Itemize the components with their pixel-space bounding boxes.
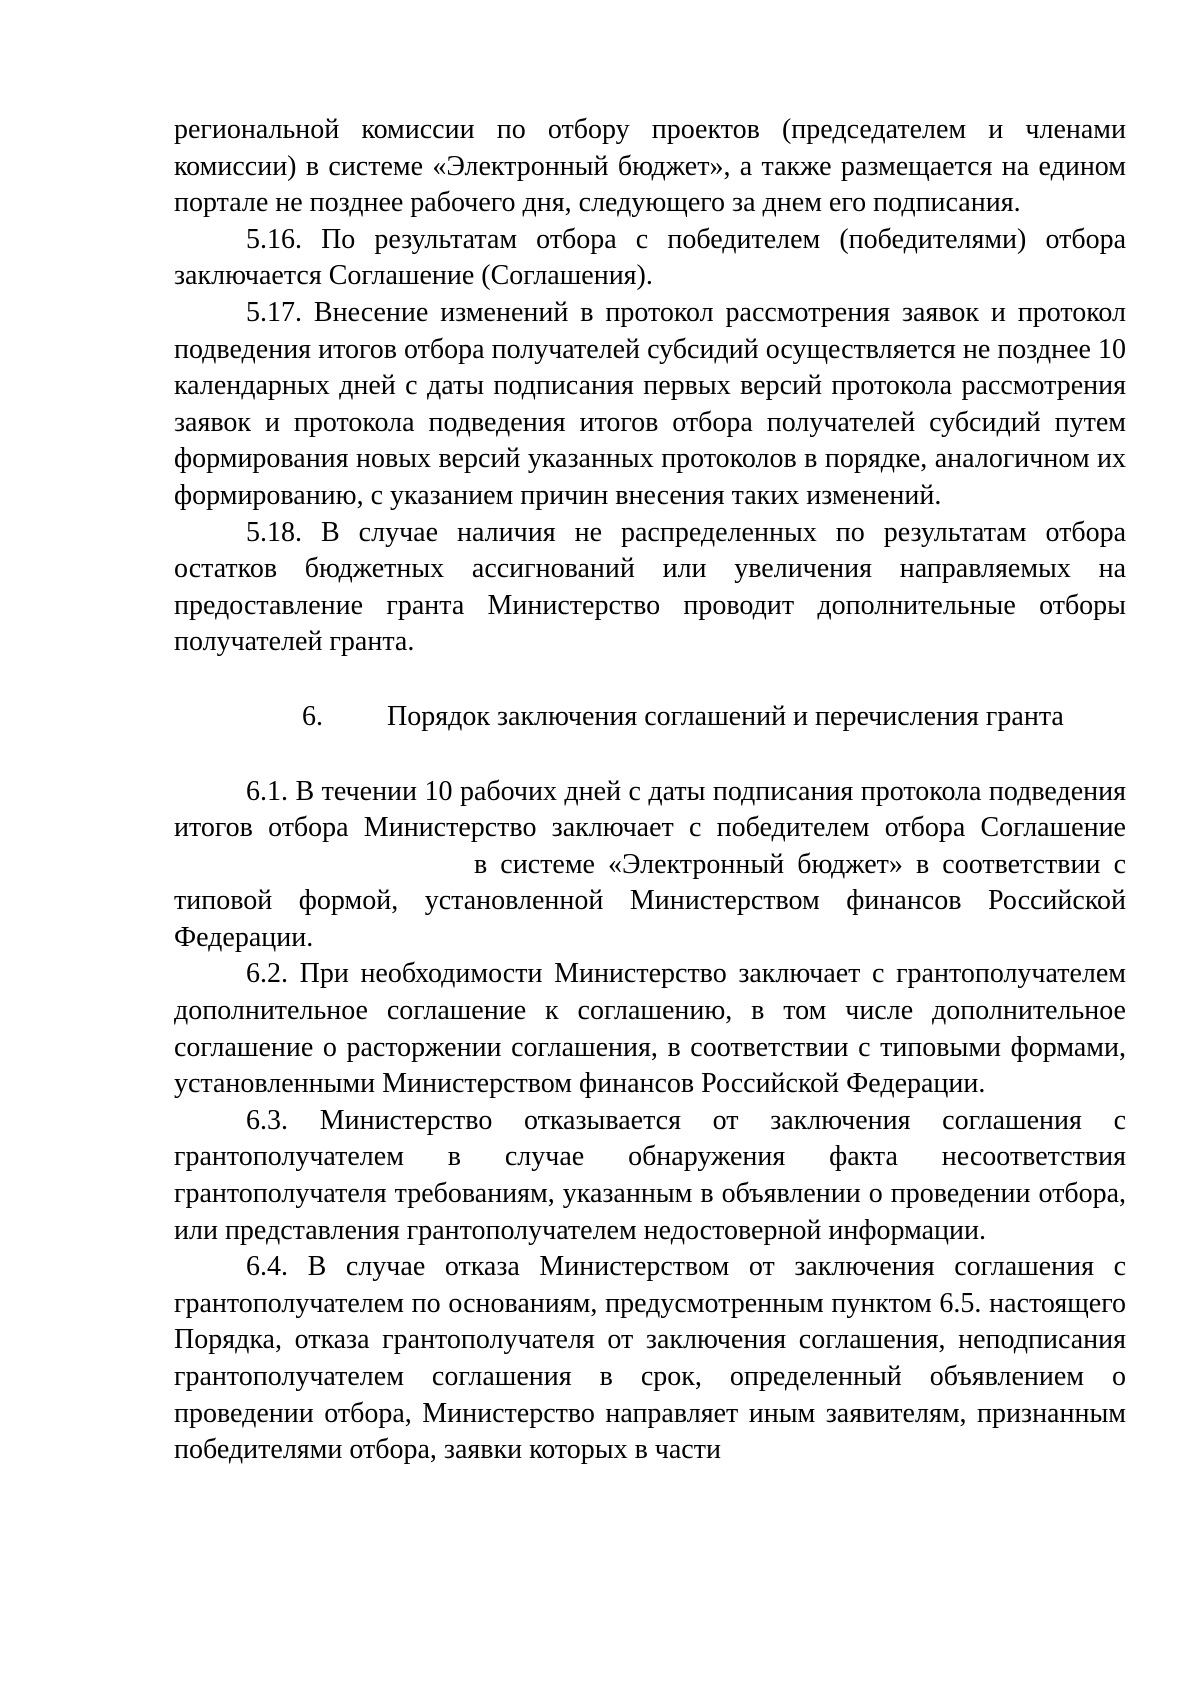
paragraph-6-1	[174, 774, 1126, 957]
paragraph-6-1-part2: в системе «Электронный бюджет» в соответствии с типовой формой, установленной Министерством финансов Российской Федерации.	[174, 848, 1126, 953]
paragraph-6-3: 6.3. Министерство отказывается от заключения соглашения с грантополучателем в случае обнаружения факта несоответствия грантополучателя требованиям, указанным в объявлении о проведении отбора, или представления грантополучателем недостоверной информации.	[174, 1104, 1126, 1246]
paragraph-6-2: 6.2. При необходимости Министерство заключает с грантополучателем дополнительное соглашение к соглашению, в том числе дополнительное соглашение о расторжении соглашения, в соответствии с типовыми формами, установленными Министерством финансов Российской Федерации.	[174, 958, 1126, 1100]
paragraph-5-18: 5.18. В случае наличия не распределенных по результатам отбора остатков бюджетных ассигнований или увеличения направляемых на предоставление гранта Министерство проводит дополнительные отборы получателей гранта.	[174, 516, 1126, 658]
paragraph-5-16: 5.16. По результатам отбора с победителем (победителями) отбора заключается Соглашение (Соглашения).	[174, 223, 1126, 292]
document-page	[174, 112, 1126, 1469]
section-6-number: 6.	[302, 700, 323, 732]
paragraph-5-17: 5.17. Внесение изменений в протокол рассмотрения заявок и протокол подведения итогов отбора получателей субсидий осуществляется не позднее 10 календарных дней с даты подписания первых версий протокола рассмотрения заявок и протокола подведения итогов отбора получателей субсидий путем формирования новых версий указанных протоколов в порядке, аналогичном их формированию, с указанием причин внесения таких изменений.	[174, 296, 1126, 511]
paragraph-continuation: региональной комиссии по отбору проектов (председателем и членами комиссии) в системе «Электронный бюджет», а также размещается на едином портале не позднее рабочего дня, следующего за днем его подписания.	[174, 114, 1126, 219]
paragraph-6-4: 6.4. В случае отказа Министерством от заключения соглашения с грантополучателем по основаниям, предусмотренным пунктом 6.5. настоящего Порядка, отказа грантополучателя от заключения соглашения, неподписания грантополучателем соглашения в срок, определенный объявлением о проведении отбора, Министерство направляет иным заявителям, признанным победителями отбора, заявки которых в части	[174, 1251, 1126, 1466]
section-6-heading	[174, 699, 1126, 736]
section-6-title: Порядок заключения соглашений и перечисления гранта	[387, 700, 1064, 732]
paragraph-6-1-part1: 6.1. В течении 10 рабочих дней с даты подписания протокола подведения итогов отбора Министерство заключает с победителем отбора Соглашение	[174, 775, 1126, 844]
